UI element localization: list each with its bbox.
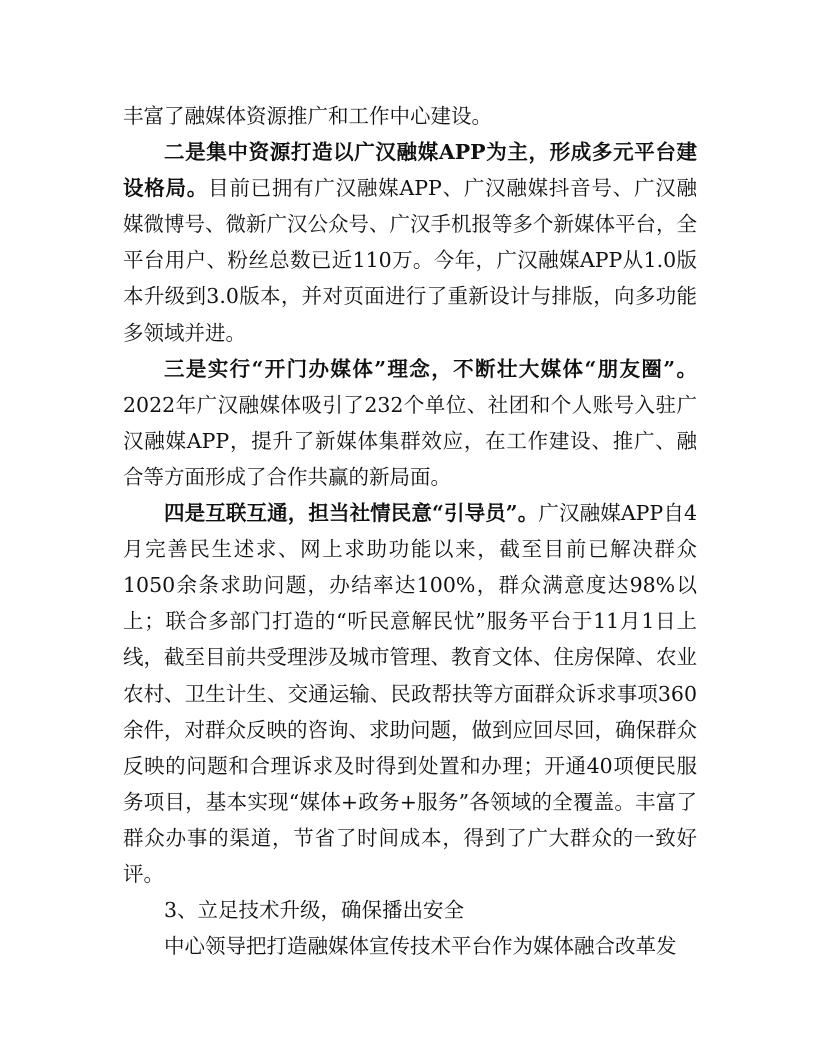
paragraph-lead: 三是实行“开门办媒体”理念，不断壮大媒体“朋友圈”。 bbox=[164, 356, 697, 381]
paragraph-lead: 四是互联互通，担当社情民意“引导员”。 bbox=[164, 501, 539, 526]
section-heading bbox=[123, 892, 697, 928]
paragraph-text: 目前已拥有广汉融媒APP、广汉融媒抖音号、广汉融媒微博号、微新广汉公众号、广汉手机报等多个新媒体平台，全平台用户、粉丝总数已近110万。今年，广汉融媒APP从1.0版本升级到3.0版本，并对页面进行了重新设计与排版，向多功能多领域并进。 bbox=[123, 176, 698, 345]
paragraph-point-three bbox=[123, 351, 697, 495]
paragraph-lead: 二是集中资源打造以广汉融媒APP为主，形成多元平台建设格局。 bbox=[123, 140, 697, 201]
heading-text: 3、立足技术升级，确保播出安全 bbox=[164, 898, 465, 923]
paragraph-tech bbox=[123, 928, 697, 964]
paragraph-text: 2022年广汉融媒体吸引了232个单位、社团和个人账号入驻广汉融媒APP，提升了新媒体集群效应，在工作建设、推广、融合等方面形成了合作共赢的新局面。 bbox=[123, 392, 697, 489]
document-page bbox=[123, 98, 697, 964]
paragraph-point-two bbox=[123, 134, 697, 351]
paragraph-text: 中心领导把打造融媒体宣传技术平台作为媒体融合改革发 bbox=[164, 934, 677, 959]
paragraph-text: 广汉融媒APP自4月完善民生述求、网上求助功能以来，截至目前已解决群众1050余条求助问题，办结率达100%，群众满意度达98%以上；联合多部门打造的“听民意解民忧”服务平台于11月1日上线，截至目前共受理涉及城市管理、教育文体、住房保障、农业农村、卫生计生、交通运输、民政帮扶等方面群众诉求事项360余件，对群众反映的咨询、求助问题，做到应回尽回，确保群众反映的问题和合理诉求及时得到处置和办理；开通40项便民服务项目，基本实现“媒体+政务+服务”各领域的全覆盖。丰富了群众办事的渠道，节省了时间成本，得到了广大群众的一致好评。 bbox=[123, 501, 697, 886]
paragraph-continuation bbox=[123, 98, 697, 134]
paragraph-point-four bbox=[123, 495, 697, 892]
paragraph-text: 丰富了融媒体资源推广和工作中心建设。 bbox=[123, 104, 492, 128]
